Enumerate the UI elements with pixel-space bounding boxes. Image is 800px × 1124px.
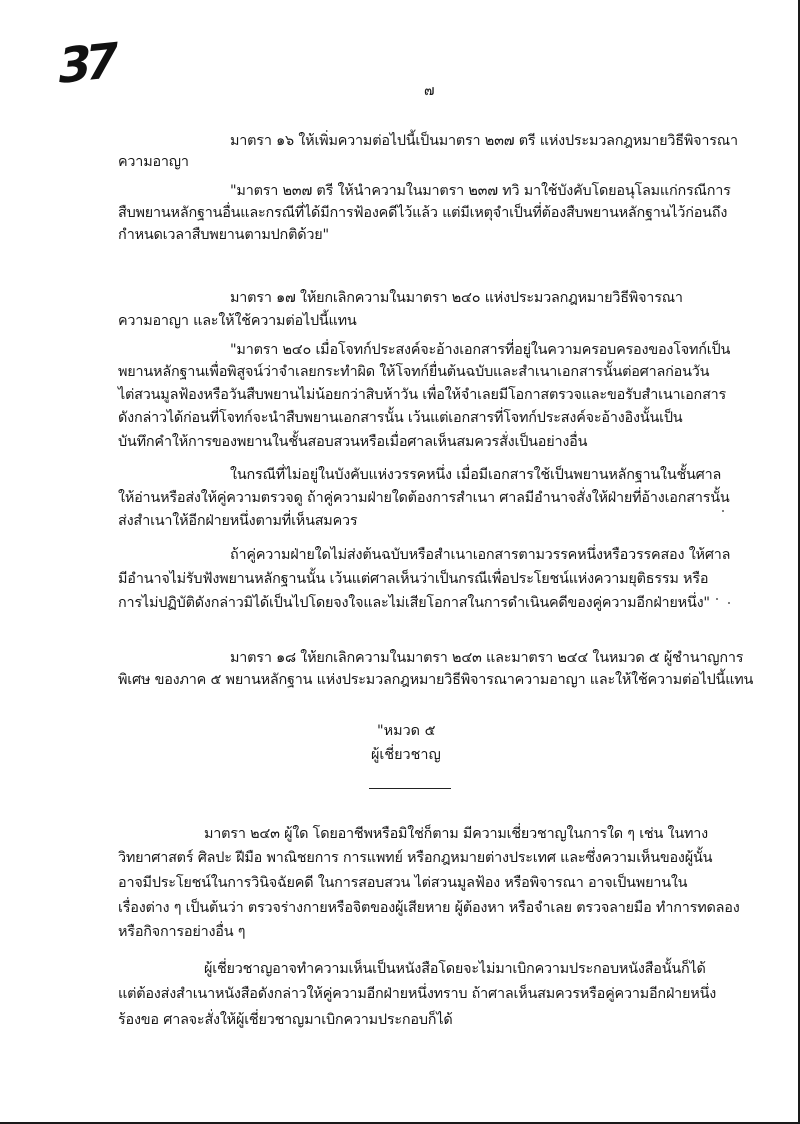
section-17-line-13: การไม่ปฏิบัติดังกล่าวมิได้เป็นไปโดยจงใจและไม่เสียโอกาสในการดำเนินคดีของคู่ความอีกฝ่ายหนึ่ง" [118, 595, 710, 611]
page-number: ๗ [424, 83, 435, 99]
section-16-line-3: "มาตรา ๒๓๗ ตรี ให้นำความในมาตรา ๒๓๗ ทวิ มาใช้บังคับโดยอนุโลมแก่กรณีการ [230, 183, 731, 199]
section-243-line-6: ผู้เชี่ยวชาญอาจทำความเห็นเป็นหนังสือโดยจะไม่มาเบิกความประกอบหนังสือนั้นก็ได้ [204, 961, 706, 977]
section-17-line-10: ส่งสำเนาให้อีกฝ่ายหนึ่งตามที่เห็นสมควร [118, 513, 358, 529]
chapter-divider [369, 788, 451, 789]
chapter-title: ผู้เชี่ยวชาญ [371, 747, 441, 763]
scan-speck [728, 602, 730, 604]
section-243-line-2: วิทยาศาสตร์ ศิลปะ ฝีมือ พาณิชยการ การแพทย์ หรือกฎหมายต่างประเทศ และซึ่งความเห็นของผู้นั้น [118, 850, 713, 866]
section-243-line-3: อาจมีประโยชน์ในการวินิจฉัยคดี ในการสอบสวน ไต่สวนมูลฟ้อง หรือพิจารณา อาจเป็นพยานใน [118, 875, 688, 891]
chapter-heading: "หมวด ๕ [377, 723, 436, 739]
section-17-line-1: มาตรา ๑๗ ให้ยกเลิกความในมาตรา ๒๔๐ แห่งประมวลกฎหมายวิธีพิจารณา [230, 290, 683, 306]
section-243-line-1: มาตรา ๒๔๓ ผู้ใด โดยอาชีพหรือมิใช่ก็ตาม มีความเชี่ยวชาญในการใด ๆ เช่น ในทาง [204, 826, 708, 842]
section-16-line-5: กำหนดเวลาสืบพยานตามปกติด้วย" [118, 227, 329, 243]
section-243-line-4: เรื่องต่าง ๆ เป็นต้นว่า ตรวจร่างกายหรือจิตของผู้เสียหาย ผู้ต้องหา หรือจำเลย ตรวจลายมือ ทำการทดลอง [118, 900, 740, 916]
section-17-line-7: บันทึกคำให้การของพยานในชั้นสอบสวนหรือเมื่อศาลเห็นสมควรสั่งเป็นอย่างอื่น [118, 434, 588, 450]
section-17-line-5: ไต่สวนมูลฟ้องหรือวันสืบพยานไม่น้อยกว่าสิบห้าวัน เพื่อให้จำเลยมีโอกาสตรวจและขอรับสำเนาเอกสาร [118, 387, 727, 403]
section-243-line-7: แต่ต้องส่งสำเนาหนังสือดังกล่าวให้คู่ความอีกฝ่ายหนึ่งทราบ ถ้าศาลเห็นสมควรหรือคู่ความอีกฝ่ายหนึ่ง [118, 986, 717, 1002]
handwritten-page-mark: 37 [54, 32, 117, 96]
section-17-line-6: ดังกล่าวได้ก่อนที่โจทก์จะนำสืบพยานเอกสารนั้น เว้นแต่เอกสารที่โจทก์ประสงค์จะอ้างอิงนั้นเป็น [118, 410, 683, 426]
section-243-line-8: ร้องขอ ศาลจะสั่งให้ผู้เชี่ยวชาญมาเบิกความประกอบก็ได้ [118, 1012, 453, 1028]
scan-speck [716, 598, 718, 600]
section-17-line-11: ถ้าคู่ความฝ่ายใดไม่ส่งต้นฉบับหรือสำเนาเอกสารตามวรรคหนึ่งหรือวรรคสอง ให้ศาล [230, 547, 731, 563]
section-17-line-12: มีอำนาจไม่รับฟังพยานหลักฐานนั้น เว้นแต่ศาลเห็นว่าเป็นกรณีเพื่อประโยชน์แห่งความยุติธรรม หรือ [118, 571, 709, 587]
scan-speck [722, 510, 724, 512]
section-18-line-1: มาตรา ๑๘ ให้ยกเลิกความในมาตรา ๒๔๓ และมาตรา ๒๔๔ ในหมวด ๕ ผู้ชำนาญการ [230, 650, 744, 666]
section-17-line-2: ความอาญา และให้ใช้ความต่อไปนี้แทน [118, 313, 357, 329]
section-17-line-8: ในกรณีที่ไม่อยู่ในบังคับแห่งวรรคหนึ่ง เมื่อมีเอกสารใช้เป็นพยานหลักฐานในชั้นศาล [230, 467, 722, 483]
section-17-line-3: "มาตรา ๒๔๐ เมื่อโจทก์ประสงค์จะอ้างเอกสารที่อยู่ในความครอบครองของโจทก์เป็น [230, 342, 731, 358]
section-243-line-5: หรือกิจการอย่างอื่น ๆ [118, 924, 246, 940]
section-17-line-4: พยานหลักฐานเพื่อพิสูจน์ว่าจำเลยกระทำผิด ให้โจทก์ยื่นต้นฉบับและสำเนาเอกสารนั้นต่อศาลก่อนวัน [118, 364, 710, 380]
section-17-line-9: ให้อ่านหรือส่งให้คู่ความตรวจดู ถ้าคู่ความฝ่ายใดต้องการสำเนา ศาลมีอำนาจสั่งให้ฝ่ายที่อ้างเอกสารนั้น [118, 490, 730, 506]
section-18-line-2: พิเศษ ของภาค ๕ พยานหลักฐาน แห่งประมวลกฎหมายวิธีพิจารณาความอาญา และให้ใช้ความต่อไปนี้แทน [118, 672, 754, 688]
section-16-line-1: มาตรา ๑๖ ให้เพิ่มความต่อไปนี้เป็นมาตรา ๒๓๗ ตรี แห่งประมวลกฎหมายวิธีพิจารณา [230, 133, 738, 149]
section-16-line-2: ความอาญา [118, 154, 189, 170]
section-16-line-4: สืบพยานหลักฐานอื่นและกรณีที่ได้มีการฟ้องคดีไว้แล้ว แต่มีเหตุจำเป็นที่ต้องสืบพยานหลักฐานไว้ก่อนถึง [118, 205, 728, 221]
